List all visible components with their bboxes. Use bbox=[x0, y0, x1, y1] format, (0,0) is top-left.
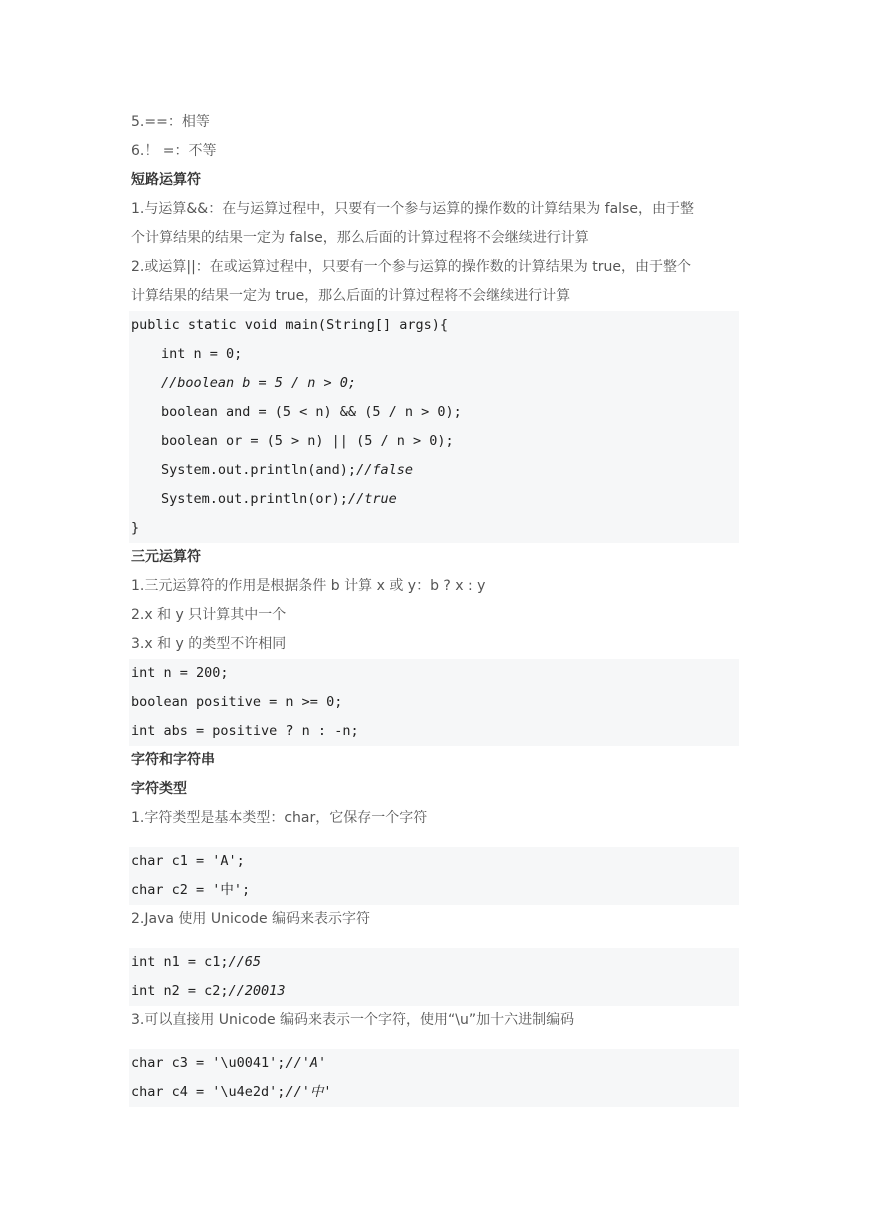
code-line: int abs = positive ? n : -n; bbox=[131, 723, 359, 739]
text-line-char-2: 2.Java 使用 Unicode 编码来表示字符 bbox=[131, 911, 371, 927]
code-comment: //'中' bbox=[285, 1084, 332, 1100]
spacer bbox=[131, 1035, 739, 1049]
text-line-or-desc-1: 2.或运算||：在或运算过程中，只要有一个参与运算的操作数的计算结果为 true，由于整个 bbox=[131, 259, 691, 275]
code-block-unicode-escape bbox=[129, 1049, 739, 1107]
code-block-ternary bbox=[129, 659, 739, 746]
code-line: public static void main(String[] args){ bbox=[131, 317, 448, 333]
code-block-short-circuit bbox=[129, 311, 739, 543]
code-line bbox=[131, 948, 739, 977]
spacer bbox=[131, 833, 739, 847]
section-heading-short-circuit: 短路运算符 bbox=[131, 172, 201, 188]
code-text: System.out.println(or); bbox=[161, 491, 348, 507]
code-line bbox=[131, 1049, 739, 1078]
text-line-eq: 5.==：相等 bbox=[131, 114, 210, 130]
text-line-char-1: 1.字符类型是基本类型：char，它保存一个字符 bbox=[131, 810, 428, 826]
code-comment-line: //boolean b = 5 / n > 0; bbox=[161, 375, 357, 391]
code-block-char-literals bbox=[129, 847, 739, 905]
text-line-and-desc-2: 个计算结果的结果一定为 false，那么后面的计算过程将不会继续进行计算 bbox=[131, 230, 589, 246]
code-text: char c4 = '\u4e2d'; bbox=[131, 1084, 286, 1100]
code-line: boolean and = (5 < n) && (5 / n > 0); bbox=[161, 404, 462, 420]
code-block-char-to-int bbox=[129, 948, 739, 1006]
code-comment: //'A' bbox=[285, 1055, 327, 1071]
text-line-char-3: 3.可以直接用 Unicode 编码来表示一个字符，使用“\u”加十六进制编码 bbox=[131, 1012, 575, 1028]
code-line: char c1 = 'A'; bbox=[131, 853, 245, 869]
code-line: boolean or = (5 > n) || (5 / n > 0); bbox=[161, 433, 454, 449]
subsection-heading-char-type: 字符类型 bbox=[131, 781, 187, 797]
code-line bbox=[131, 1078, 739, 1107]
code-line: int n = 0; bbox=[161, 346, 243, 362]
code-comment: //65 bbox=[228, 954, 262, 970]
code-comment: //true bbox=[347, 491, 397, 507]
text-line-or-desc-2: 计算结果的结果一定为 true，那么后面的计算过程将不会继续进行计算 bbox=[131, 288, 571, 304]
text-line-ternary-2: 2.x 和 y 只计算其中一个 bbox=[131, 607, 287, 623]
spacer bbox=[131, 934, 739, 948]
section-heading-ternary: 三元运算符 bbox=[131, 549, 201, 565]
document-page bbox=[131, 108, 739, 1107]
code-line: } bbox=[131, 520, 140, 536]
code-line bbox=[131, 485, 739, 514]
code-comment: //20013 bbox=[228, 983, 286, 999]
code-text: int n1 = c1; bbox=[131, 954, 229, 970]
code-text: int n2 = c2; bbox=[131, 983, 229, 999]
code-line bbox=[131, 456, 739, 485]
code-text: System.out.println(and); bbox=[161, 462, 357, 478]
code-line: boolean positive = n >= 0; bbox=[131, 694, 343, 710]
text-line-ternary-3: 3.x 和 y 的类型不许相同 bbox=[131, 636, 287, 652]
code-line: int n = 200; bbox=[131, 665, 229, 681]
code-line bbox=[131, 977, 739, 1006]
text-line-neq: 6.！ =：不等 bbox=[131, 143, 217, 159]
code-comment: //false bbox=[356, 462, 413, 478]
text-line-ternary-1: 1.三元运算符的作用是根据条件 b 计算 x 或 y：b ? x : y bbox=[131, 578, 486, 594]
code-text: char c3 = '\u0041'; bbox=[131, 1055, 286, 1071]
section-heading-chars-strings: 字符和字符串 bbox=[131, 752, 215, 768]
code-line: char c2 = '中'; bbox=[131, 882, 251, 898]
text-line-and-desc-1: 1.与运算&&：在与运算过程中，只要有一个参与运算的操作数的计算结果为 false，由于整 bbox=[131, 201, 694, 217]
